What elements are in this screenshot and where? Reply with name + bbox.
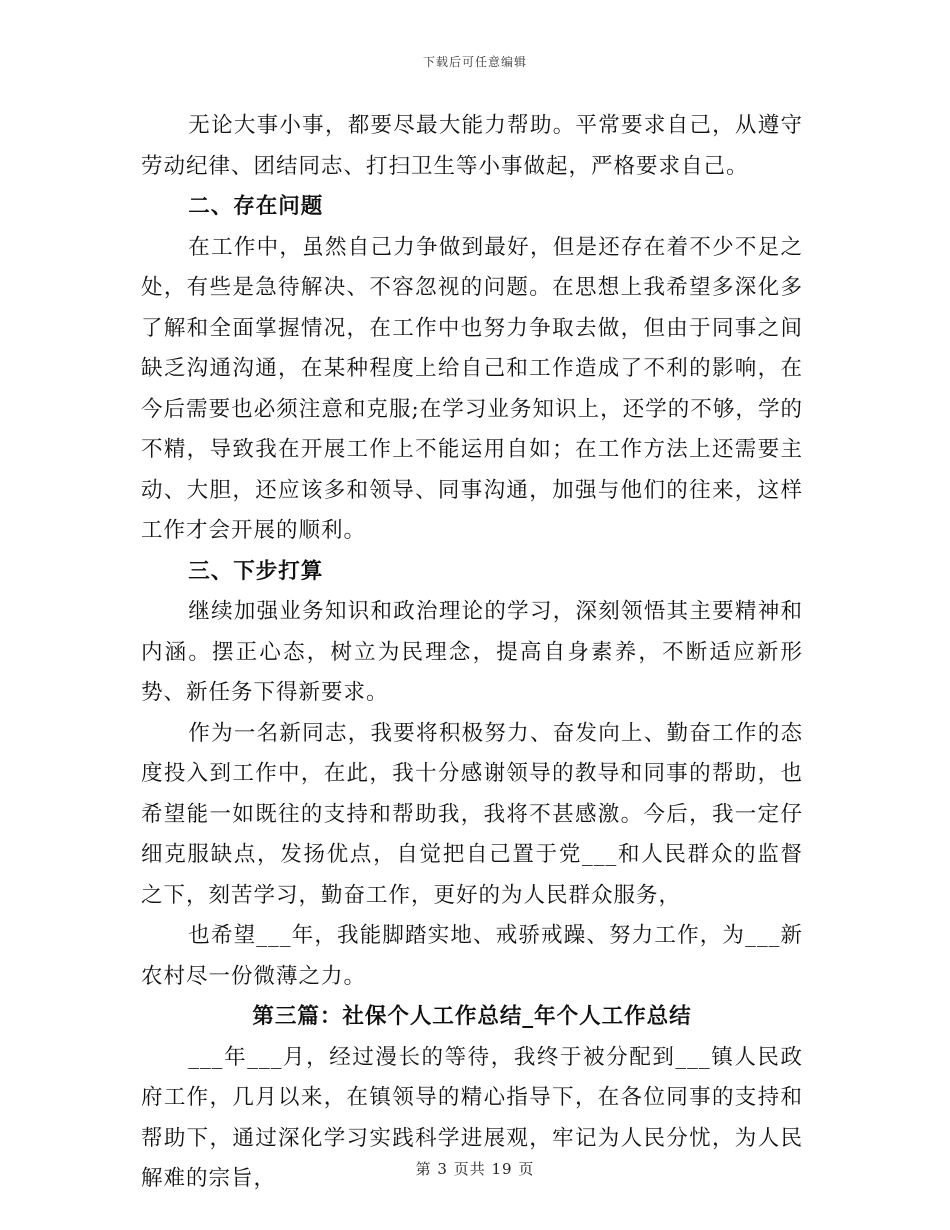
paragraph-continuation: 无论大事小事，都要尽最大能力帮助。平常要求自己，从遵守劳动纪律、团结同志、打扫卫生等小事做起，严格要求自己。 — [141, 113, 803, 179]
section-heading-plans: 三、下步打算 — [188, 558, 324, 584]
paragraph-new-comrade: 作为一名新同志，我要将积极努力、奋发向上、勤奋工作的态度投入到工作中，在此，我十分感谢领导的教导和同事的帮助，也希望能一如既往的支持和帮助我，我将不甚感激。今后，我一定仔细克服缺点，发扬优点，自觉把自己置于党___和人民群众的监督之下，刻苦学习，勤奋工作，更好的为人民群众服务， — [141, 720, 803, 908]
paragraph-problems: 在工作中，虽然自己力争做到最好，但是还存在着不少不足之处，有些是急待解决、不容忽视的问题。在思想上我希望多深化多了解和全面掌握情况，在工作中也努力争取去做，但由于同事之间缺乏沟通沟通，在某种程度上给自己和工作造成了不利的影响，在今后需要也必须注意和克服;在学习业务知识上，还学的不够，学的不精，导致我在开展工作上不能运用自如；在工作方法上还需要主动、大胆，还应该多和领导、同事沟通，加强与他们的往来，这样工作才会开展的顺利。 — [141, 234, 803, 543]
page-footer: 第 3 页共 19 页 — [415, 1160, 535, 1178]
section-heading-problems: 二、存在问题 — [188, 194, 324, 219]
page-header: 下载后可任意编辑 — [422, 55, 527, 69]
paragraph-plans: 继续加强业务知识和政治理论的学习，深刻领悟其主要精神和内涵。摆正心态，树立为民理念，提高自身素养，不断适应新形势、新任务下得新要求。 — [141, 599, 803, 705]
chapter-title: 第三篇：社保个人工作总结_年个人工作总结 — [252, 1004, 692, 1029]
paragraph-chapter-intro: ___年___月，经过漫长的等待，我终于被分配到___镇人民政府工作，几月以来，在镇领导的精心指导下，在各位同事的支持和帮助下，通过深化学习实践科学进展观，牢记为人民分忧，为人民解难的宗旨， — [141, 1044, 803, 1191]
document-body — [141, 106, 803, 1200]
paragraph-hope: 也希望___年，我能脚踏实地、戒骄戒躁、努力工作，为___新农村尽一份微薄之力。 — [141, 923, 803, 989]
